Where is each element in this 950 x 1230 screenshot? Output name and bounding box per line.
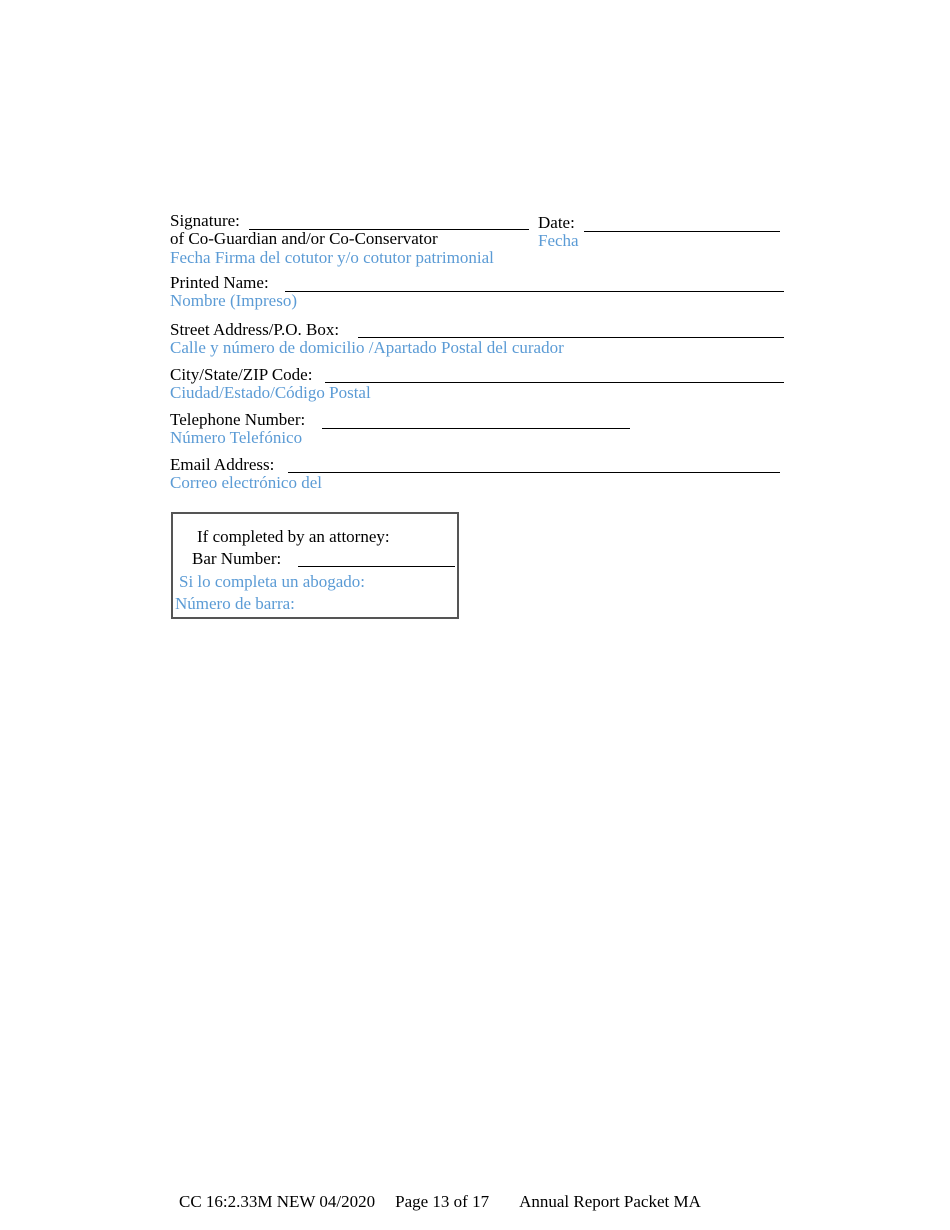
attorney-heading: If completed by an attorney:: [197, 527, 390, 546]
city-state-zip-label: City/State/ZIP Code:: [170, 365, 313, 384]
footer-page-number: Page 13 of 17: [395, 1192, 490, 1211]
footer-form-code: CC 16:2.33M NEW 04/2020: [179, 1192, 376, 1211]
telephone-line[interactable]: [322, 428, 630, 429]
telephone-label: Telephone Number:: [170, 410, 306, 429]
signature-label: Signature:: [170, 211, 240, 230]
date-spanish-label: Fecha: [538, 231, 579, 250]
attorney-box: [171, 512, 459, 619]
signature-spanish-label: Fecha Firma del cotutor y/o cotutor patrimonial: [170, 248, 494, 267]
page-footer: [179, 1192, 701, 1212]
telephone-spanish-label: Número Telefónico: [170, 428, 303, 447]
bar-number-label: Bar Number:: [192, 549, 282, 568]
street-address-spanish-label: Calle y número de domicilio /Apartado Postal del curador: [170, 338, 564, 357]
bar-number-line[interactable]: [298, 566, 455, 567]
email-spanish-label: Correo electrónico del: [170, 473, 322, 492]
printed-name-spanish-label: Nombre (Impreso): [170, 291, 297, 310]
attorney-spanish-heading: Si lo completa un abogado:: [179, 572, 366, 591]
email-line[interactable]: [288, 472, 780, 473]
date-line[interactable]: [584, 231, 780, 232]
email-label: Email Address:: [170, 455, 275, 474]
street-address-label: Street Address/P.O. Box:: [170, 320, 340, 339]
city-state-zip-spanish-label: Ciudad/Estado/Código Postal: [170, 383, 371, 402]
footer-packet-name: Annual Report Packet MA: [519, 1192, 701, 1211]
printed-name-label: Printed Name:: [170, 273, 269, 292]
date-label: Date:: [538, 213, 575, 232]
signature-sublabel: of Co-Guardian and/or Co-Conservator: [170, 229, 438, 248]
printed-name-line[interactable]: [285, 291, 784, 292]
city-state-zip-line[interactable]: [325, 382, 784, 383]
bar-number-spanish-label: Número de barra:: [175, 594, 295, 613]
